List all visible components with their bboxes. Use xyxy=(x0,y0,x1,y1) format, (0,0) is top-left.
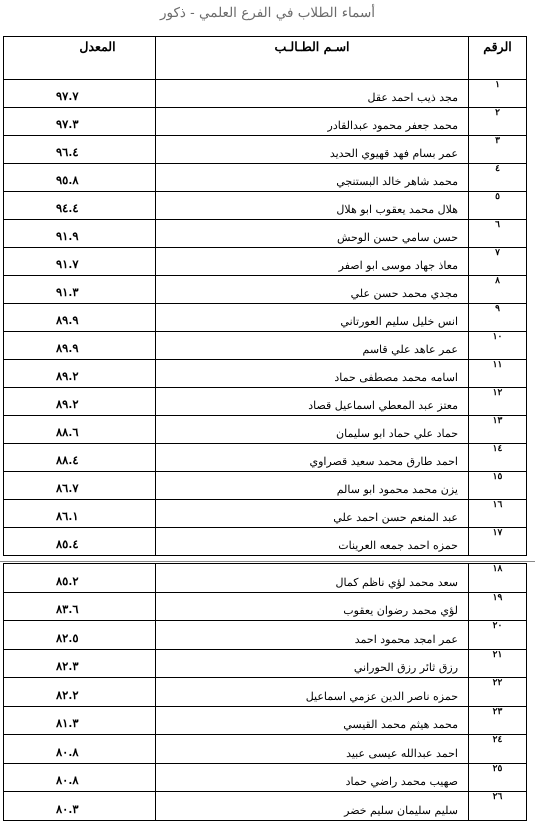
row-number: ٢٥ xyxy=(469,763,527,792)
student-name: لؤي محمد رضوان يعقوب xyxy=(156,592,469,621)
table-row xyxy=(4,763,527,792)
student-name: عبد المنعم حسن احمد علي xyxy=(156,500,469,528)
student-average: ٨٢.٣ xyxy=(4,649,156,678)
row-number: ١٤ xyxy=(469,444,527,472)
row-number: ٢٢ xyxy=(469,678,527,707)
table-row xyxy=(4,360,527,388)
student-name: سعد محمد لؤي ناظم كمال xyxy=(156,564,469,593)
student-average: ٨٢.٥ xyxy=(4,621,156,650)
row-number: ١ xyxy=(469,80,527,108)
student-average: ٨٢.٢ xyxy=(4,678,156,707)
row-number: ١٠ xyxy=(469,332,527,360)
student-average: ٨٨.٦ xyxy=(4,416,156,444)
student-average: ٨٣.٦ xyxy=(4,592,156,621)
table-row xyxy=(4,792,527,821)
student-average: ٨٩.٢ xyxy=(4,360,156,388)
student-name: احمد طارق محمد سعيد قصراوي xyxy=(156,444,469,472)
row-number: ٥ xyxy=(469,192,527,220)
table-row xyxy=(4,621,527,650)
row-number: ١٥ xyxy=(469,472,527,500)
student-name: محمد شاهر خالد البستنجي xyxy=(156,164,469,192)
table-header-row xyxy=(4,37,527,80)
student-average: ٨٠.٣ xyxy=(4,792,156,821)
table-row xyxy=(4,416,527,444)
student-average: ٩١.٧ xyxy=(4,248,156,276)
student-name: عمر بسام فهد قهيوي الحديد xyxy=(156,136,469,164)
student-average: ٨٦.٧ xyxy=(4,472,156,500)
students-table-continued xyxy=(3,563,527,821)
student-name: رزق ثائر رزق الحوراني xyxy=(156,649,469,678)
row-number: ٢ xyxy=(469,108,527,136)
table-row xyxy=(4,472,527,500)
header-number: الرقم xyxy=(469,37,527,80)
header-student-name: اسـم الطـالـب xyxy=(156,37,469,80)
table-row xyxy=(4,192,527,220)
table-row xyxy=(4,136,527,164)
student-name: محمد هيثم محمد القيسي xyxy=(156,706,469,735)
row-number: ٢١ xyxy=(469,649,527,678)
row-number: ٢٦ xyxy=(469,792,527,821)
student-average: ٩٤.٤ xyxy=(4,192,156,220)
row-number: ٨ xyxy=(469,276,527,304)
row-number: ١٣ xyxy=(469,416,527,444)
table-row xyxy=(4,444,527,472)
table-row xyxy=(4,564,527,593)
page-break-divider xyxy=(0,561,535,562)
student-name: صهيب محمد راضي حماد xyxy=(156,763,469,792)
table-row xyxy=(4,276,527,304)
row-number: ١٢ xyxy=(469,388,527,416)
row-number: ١٨ xyxy=(469,564,527,593)
students-table xyxy=(3,36,527,556)
student-name: مجدي محمد حسن علي xyxy=(156,276,469,304)
student-average: ٨٩.٩ xyxy=(4,304,156,332)
student-name: سليم سليمان سليم خضر xyxy=(156,792,469,821)
table-row xyxy=(4,248,527,276)
table-row xyxy=(4,735,527,764)
row-number: ١٧ xyxy=(469,528,527,556)
table-row xyxy=(4,388,527,416)
table-row xyxy=(4,332,527,360)
table-row xyxy=(4,220,527,248)
student-name: مجد ذيب احمد عقل xyxy=(156,80,469,108)
table-row xyxy=(4,649,527,678)
row-number: ٢٤ xyxy=(469,735,527,764)
table-row xyxy=(4,304,527,332)
row-number: ١٦ xyxy=(469,500,527,528)
student-name: احمد عبدالله عيسى عبيد xyxy=(156,735,469,764)
student-name: اسامه محمد مصطفى حماد xyxy=(156,360,469,388)
student-name: معتز عبد المعطي اسماعيل قصاد xyxy=(156,388,469,416)
student-average: ٩٦.٤ xyxy=(4,136,156,164)
student-average: ٨١.٣ xyxy=(4,706,156,735)
student-average: ٨٥.٢ xyxy=(4,564,156,593)
table-row xyxy=(4,706,527,735)
table-row xyxy=(4,80,527,108)
student-average: ٩١.٣ xyxy=(4,276,156,304)
row-number: ٦ xyxy=(469,220,527,248)
student-average: ٩٧.٧ xyxy=(4,80,156,108)
row-number: ١٩ xyxy=(469,592,527,621)
table-row xyxy=(4,500,527,528)
student-average: ٨٠.٨ xyxy=(4,763,156,792)
page-title: أسماء الطلاب في الفرع العلمي - ذكور xyxy=(159,5,376,21)
table-row xyxy=(4,164,527,192)
student-name: هلال محمد يعقوب ابو هلال xyxy=(156,192,469,220)
student-name: يزن محمد محمود ابو سالم xyxy=(156,472,469,500)
student-name: عمر امجد محمود احمد xyxy=(156,621,469,650)
table-row xyxy=(4,528,527,556)
student-name: انس خليل سليم العورتاني xyxy=(156,304,469,332)
student-average: ٨٩.٢ xyxy=(4,388,156,416)
student-name: محمد جعفر محمود عبدالقادر xyxy=(156,108,469,136)
student-average: ٨٨.٤ xyxy=(4,444,156,472)
row-number: ٢٠ xyxy=(469,621,527,650)
row-number: ٧ xyxy=(469,248,527,276)
student-average: ٨٦.١ xyxy=(4,500,156,528)
student-average: ٨٩.٩ xyxy=(4,332,156,360)
student-average: ٨٠.٨ xyxy=(4,735,156,764)
row-number: ٢٣ xyxy=(469,706,527,735)
row-number: ٣ xyxy=(469,136,527,164)
student-name: حمزه ناصر الدين عزمي اسماعيل xyxy=(156,678,469,707)
student-name: حمزه احمد جمعه العرينات xyxy=(156,528,469,556)
table-row xyxy=(4,678,527,707)
student-average: ٩٧.٣ xyxy=(4,108,156,136)
student-name: حسن سامي حسن الوحش xyxy=(156,220,469,248)
header-average: المعدل xyxy=(4,37,156,80)
table-row xyxy=(4,592,527,621)
student-average: ٨٥.٤ xyxy=(4,528,156,556)
student-average: ٩٥.٨ xyxy=(4,164,156,192)
row-number: ٩ xyxy=(469,304,527,332)
table-row xyxy=(4,108,527,136)
student-average: ٩١.٩ xyxy=(4,220,156,248)
row-number: ٤ xyxy=(469,164,527,192)
student-name: معاذ جهاد موسى ابو اصفر xyxy=(156,248,469,276)
row-number: ١١ xyxy=(469,360,527,388)
student-name: حماد علي حماد ابو سليمان xyxy=(156,416,469,444)
student-name: عمر عاهد علي قاسم xyxy=(156,332,469,360)
